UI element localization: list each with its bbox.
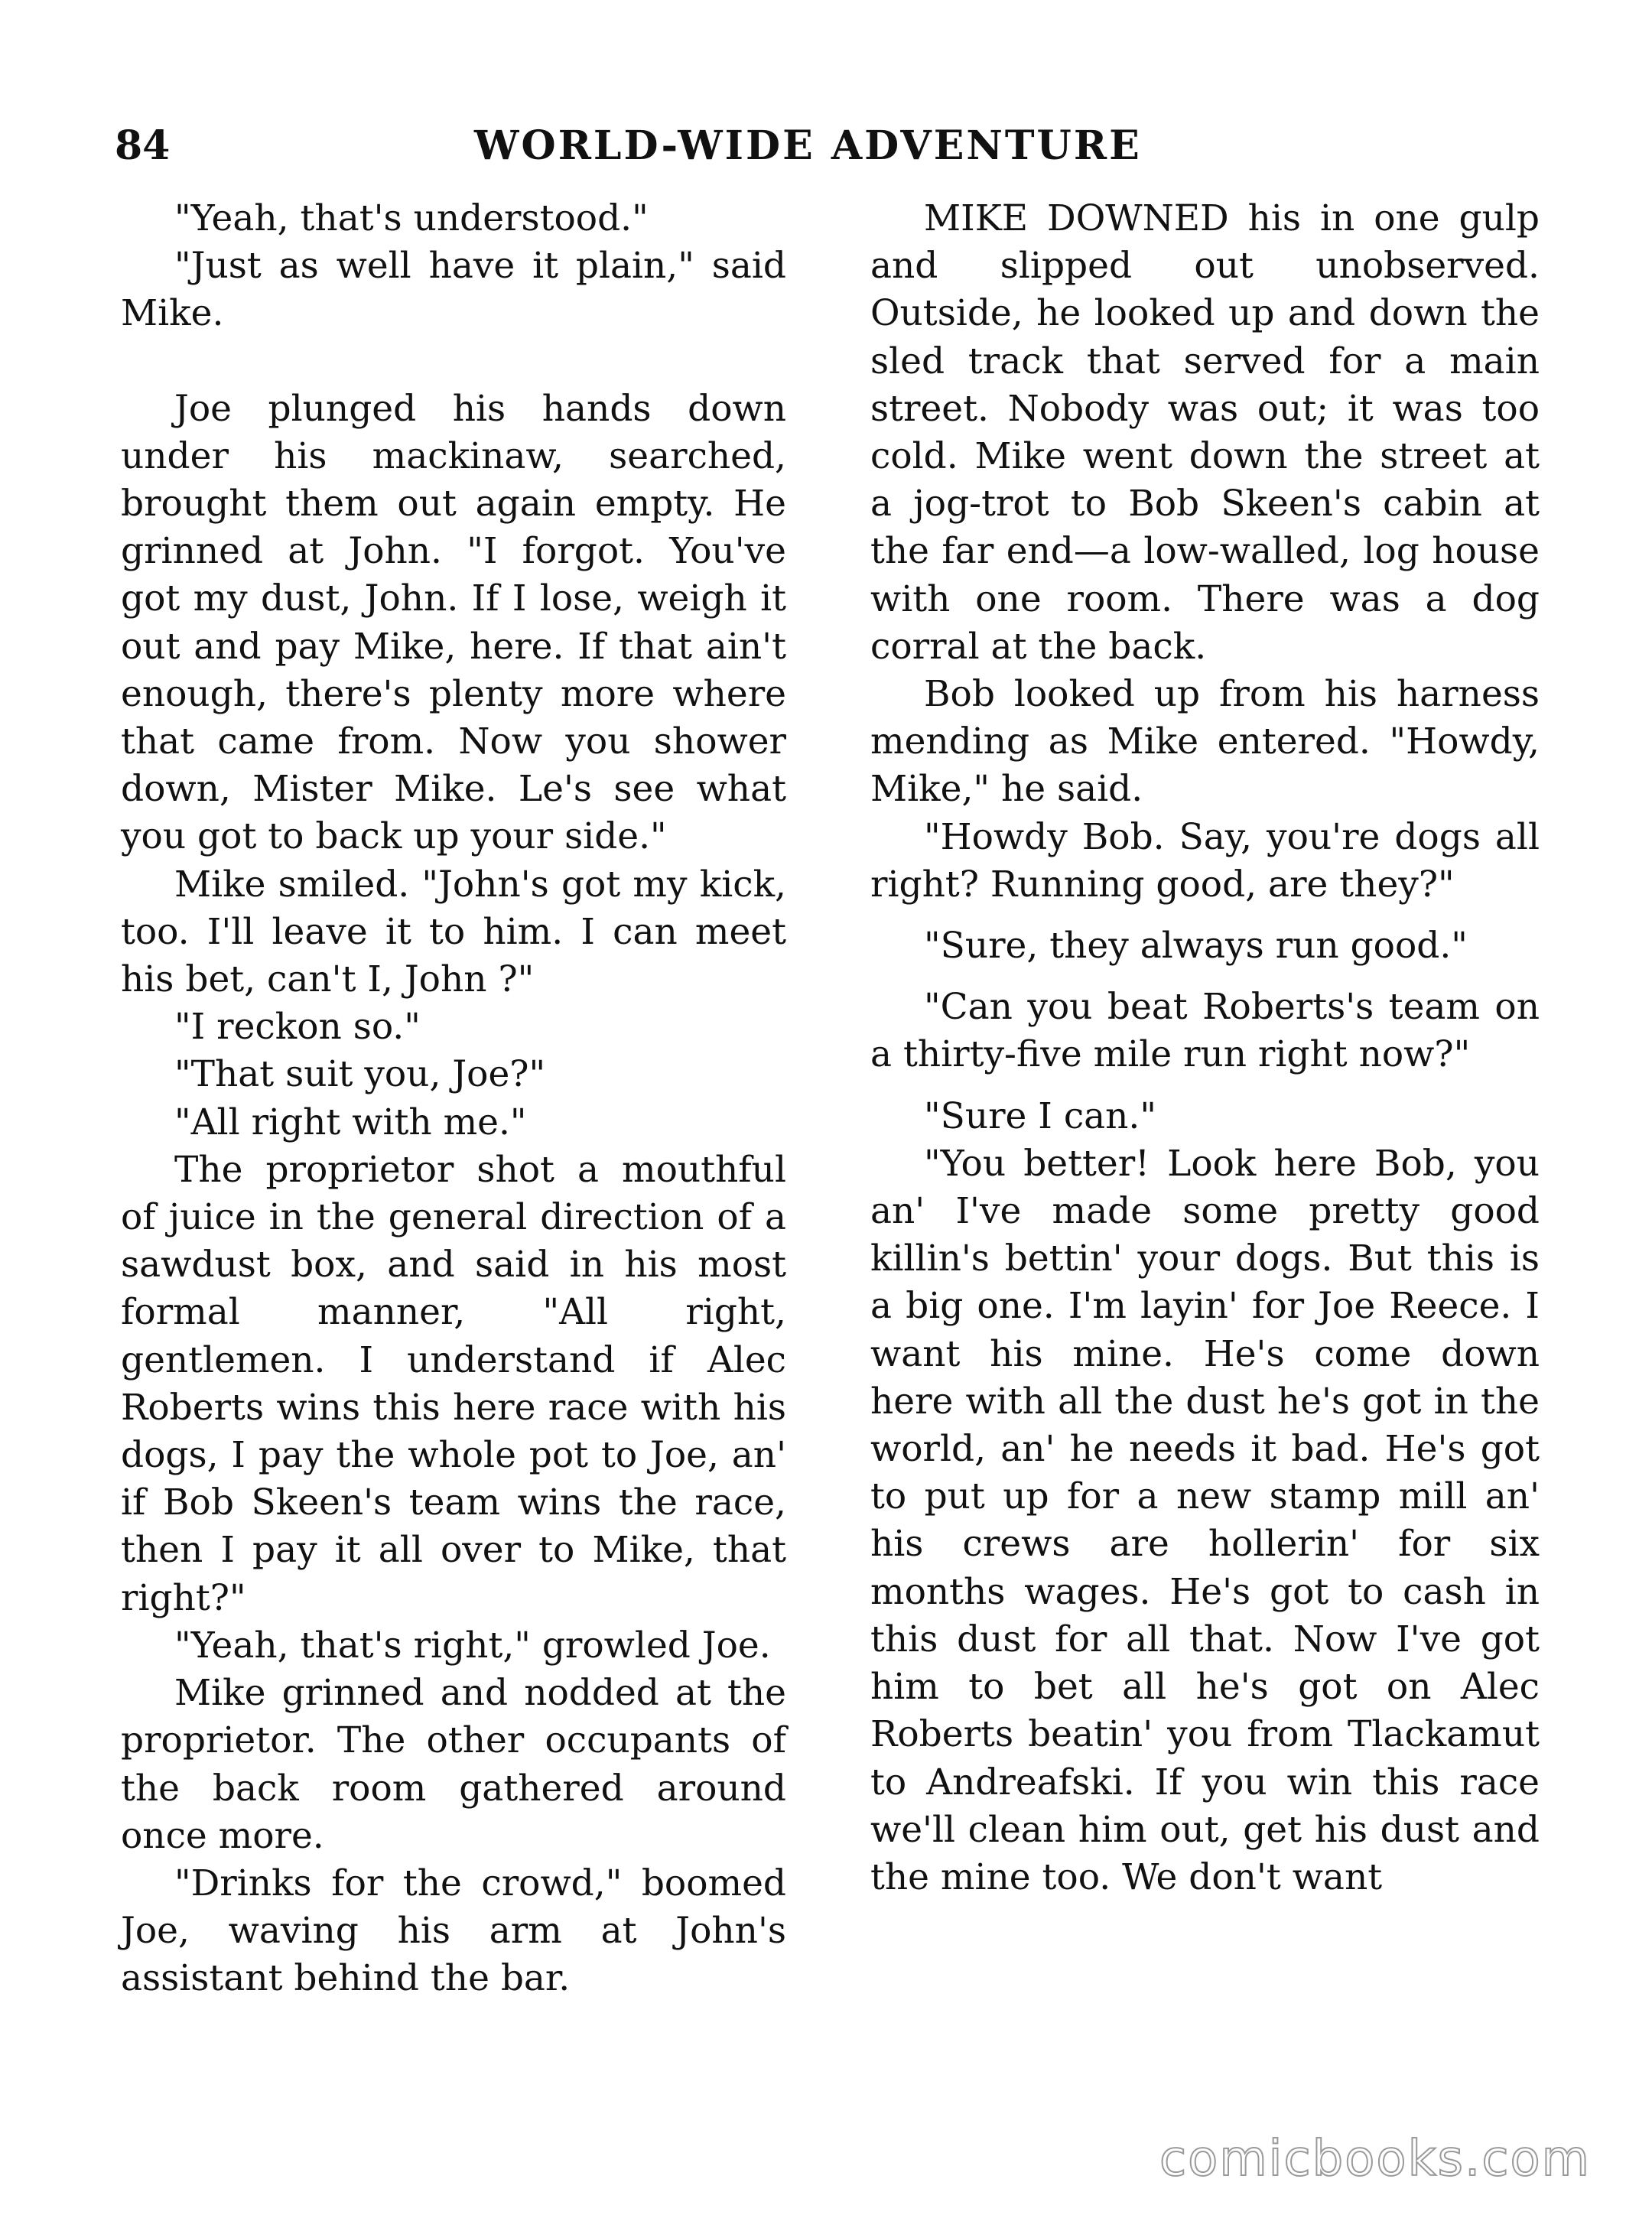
left-column [121, 195, 786, 2003]
page-number: 84 [115, 122, 171, 169]
paragraph: "Can you beat Roberts's team on a thirty-five mile run right now?" [870, 986, 1540, 1076]
page-header [115, 122, 1553, 184]
paragraph: "Howdy Bob. Say, you're dogs all right? Running good, are they?" [870, 815, 1540, 906]
paragraph: "You better! Look here Bob, you an' I've made some pretty good killin's bettin' your dogs. But this is a big one. I'm layin' for Joe Reece. I want his mine. He's come down here with all the dust he's got in the world, an' he needs it bad. He's got to put up for a new stamp mill an' his crews are hollerin' for six months wages. He's got to cash in this dust for all that. Now I've got him to bet all he's got on Alec Roberts beatin' you from Tlackamut to Andreafski. If you win this race we'll clean him out, get his dust and the mine too. We don't want [870, 1142, 1540, 1898]
paragraph: "Sure I can." [924, 1094, 1156, 1137]
right-column [870, 195, 1540, 1901]
paragraph: MIKE DOWNED his in one gulp and slipped out unobserved. Outside, he looked up and down the sled track that served for a main street. Nobody was out; it was too cold. Mike went down the street at a jog-trot to Bob Skeen's cabin at the far end—a low-walled, log house with one room. There was a dog corral at the back. [870, 197, 1540, 668]
watermark: comicbooks.com [1159, 2131, 1591, 2187]
paragraph: Mike grinned and nodded at the proprietor. The other occupants of the back room gathered around once more. [121, 1672, 786, 1857]
paragraph: The proprietor shot a mouthful of juice in the general direction of a sawdust box, and said in his most formal manner, "All right, gentlemen. I understand if Alec Roberts wins this here race with his dogs, I pay the whole pot to Joe, an' if Bob Skeen's team wins the race, then I pay it all over to Mike, that right?" [121, 1148, 786, 1619]
paragraph: "Yeah, that's right," growled Joe. [174, 1624, 771, 1667]
paragraph: Bob looked up from his harness mending as Mike entered. "Howdy, Mike," he said. [870, 673, 1540, 811]
paragraph: Joe plunged his hands down under his mackinaw, searched, brought them out again empty. He grinned at John. "I forgot. You've got my dust, John. If I lose, weigh it out and pay Mike, here. If that ain't enough, there's plenty more where that came from. Now you shower down, Mister Mike. Le's see what you got to back up your side." [121, 387, 786, 858]
paragraph: "Drinks for the crowd," boomed Joe, waving his arm at John's assistant behind the bar. [121, 1862, 786, 2000]
paragraph: "Sure, they always run good." [924, 925, 1468, 968]
paragraph: "I reckon so." [174, 1006, 421, 1049]
paragraph: "That suit you, Joe?" [174, 1053, 546, 1096]
paragraph: Mike smiled. "John's got my kick, too. I'll leave it to him. I can meet his bet, can't I, John ?" [121, 863, 786, 1001]
paragraph: "Just as well have it plain," said Mike. [121, 245, 786, 335]
paragraph: "All right with me." [174, 1101, 527, 1143]
running-title: WORLD-WIDE ADVENTURE [474, 122, 1142, 169]
paragraph: "Yeah, that's understood." [174, 197, 649, 239]
